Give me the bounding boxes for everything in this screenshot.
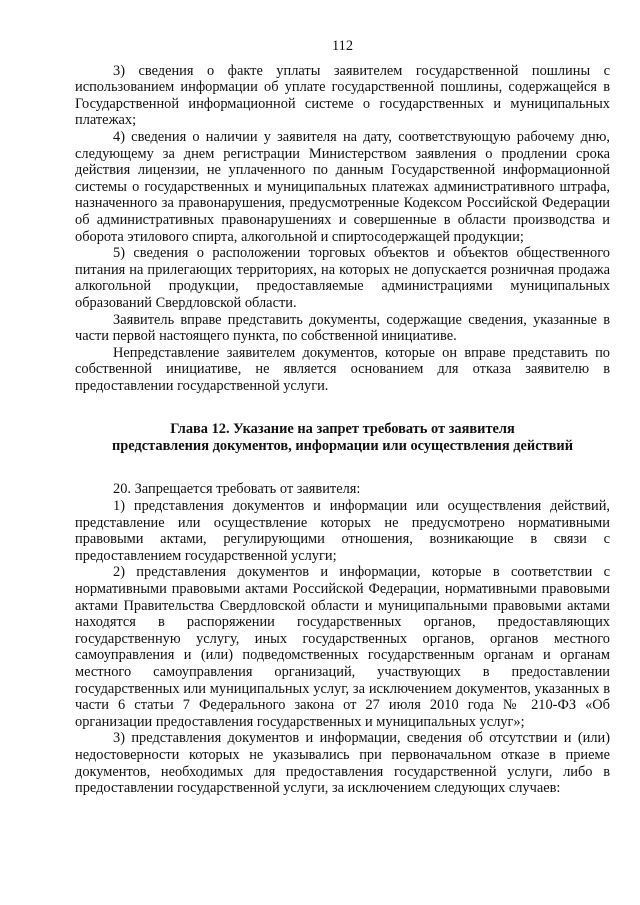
top-section xyxy=(75,63,610,395)
bottom-section xyxy=(75,481,610,796)
paragraph-item-4: 4) сведения о наличии у заявителя на дату, соответствующую рабочему дню, следующему за днем регистрации Министерством заявления о продлении срока действия лицензии, не уплаченного по данным Государственной информационной системы о государственных и муниципальных платежах административного штрафа, назначенного за правонарушения, предусмотренные Кодексом Российской Федерации об административных правонарушениях и совершенные в области производства и оборота этилового спирта, алкогольной и спиртосодержащей продукции; xyxy=(75,128,610,245)
paragraph-prohibition-2: 2) представления документов и информации, которые в соответствии с нормативными правовыми актами Российской Федерации, нормативными правовыми актами Правительства Свердловской области и муниципальными правовыми актами находятся в распоряжении государственных органов, предоставляющих государственную услугу, иных государственных органов, органов местного самоуправления и (или) подведомственных государственным органам и органам местного самоуправления организаций, участвующих в предоставлении государственных или муниципальных услуг, за исключением документов, указанных в части 6 статьи 7 Федерального закона от 27 июля 2010 года № 210-ФЗ «Об организации предоставления государственных и муниципальных услуг»; xyxy=(75,564,610,730)
paragraph-prohibition-1: 1) представления документов и информации или осуществления действий, представление или осуществление которых не предусмотрено нормативными правовыми актами, регулирующими отношения, возникающие в связи с предоставлением государственной услуги; xyxy=(75,498,610,564)
paragraph-applicant-right: Заявитель вправе представить документы, содержащие сведения, указанные в части первой настоящего пункта, по собственной инициативе. xyxy=(75,311,610,345)
paragraph-non-submission: Непредставление заявителем документов, которые он вправе представить по собственной инициативе, не является основанием для отказа заявителю в предоставлении государственной услуги. xyxy=(75,344,610,394)
chapter-heading-line-1: Глава 12. Указание на запрет требовать от заявителя xyxy=(170,421,515,438)
chapter-heading xyxy=(75,421,610,455)
paragraph-item-3: 3) сведения о факте уплаты заявителем государственной пошлины с использованием информации об уплате государственной пошлины, содержащейся в Государственной информационной системе о государственных и муниципальных платежах; xyxy=(75,62,610,129)
paragraph-item-5: 5) сведения о расположении торговых объектов и объектов общественного питания на прилегающих территориях, на которых не допускается розничная продажа алкогольной продукции, предоставляемые администрациями муниципальных образований Свердловской области. xyxy=(75,245,610,311)
page-number: 112 xyxy=(331,38,354,54)
chapter-heading-line-2: представления документов, информации или осуществления действий xyxy=(111,438,574,455)
paragraph-clause-20: 20. Запрещается требовать от заявителя: xyxy=(113,481,361,498)
paragraph-prohibition-3: 3) представления документов и информации, сведения об отсутствии и (или) недостоверности которых не указывались при первоначальном отказе в приеме документов, необходимых для предоставления государственной услуги, либо в предоставлении государственной услуги, за исключением следующих случаев: xyxy=(75,730,610,797)
